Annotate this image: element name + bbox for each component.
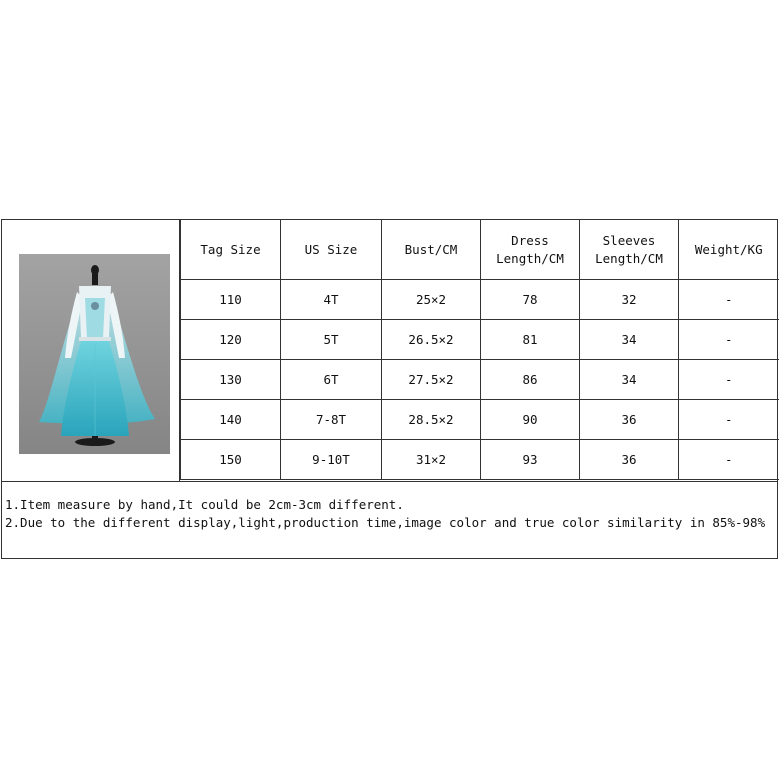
size-table [180, 220, 779, 480]
header-tag-size: Tag Size [181, 220, 281, 280]
table-cell: - [679, 360, 779, 400]
header-bust: Bust/CM [382, 220, 481, 280]
table-cell: 9-10T [281, 440, 382, 480]
table-cell: 140 [181, 400, 281, 440]
table-cell: - [679, 320, 779, 360]
table-cell: 5T [281, 320, 382, 360]
table-cell: 26.5×2 [382, 320, 481, 360]
table-cell: 31×2 [382, 440, 481, 480]
table-cell: 27.5×2 [382, 360, 481, 400]
table-cell: 7-8T [281, 400, 382, 440]
size-chart-sheet [1, 219, 778, 559]
dress-illustration [19, 254, 170, 454]
table-cell: 93 [481, 440, 580, 480]
table-row [181, 400, 779, 440]
table-cell: 36 [580, 440, 679, 480]
table-cell: 78 [481, 280, 580, 320]
table-row [181, 440, 779, 480]
header-sleeves-length: Sleeves Length/CM [580, 220, 679, 280]
table-cell: 81 [481, 320, 580, 360]
table-cell: - [679, 280, 779, 320]
table-cell: - [679, 440, 779, 480]
header-us-size: US Size [281, 220, 382, 280]
table-row [181, 320, 779, 360]
table-cell: 130 [181, 360, 281, 400]
table-cell: 28.5×2 [382, 400, 481, 440]
table-cell: 34 [580, 320, 679, 360]
note-color: 2.Due to the different display,light,production time,image color and true color similarity in 85%-98% [5, 515, 766, 530]
product-photo [19, 254, 170, 454]
header-dress-length: Dress Length/CM [481, 220, 580, 280]
table-header-row [181, 220, 779, 280]
product-photo-cell [2, 220, 180, 481]
table-cell: 150 [181, 440, 281, 480]
table-cell: 120 [181, 320, 281, 360]
table-cell: 36 [580, 400, 679, 440]
table-cell: 32 [580, 280, 679, 320]
table-cell: 86 [481, 360, 580, 400]
notes-section [2, 481, 777, 558]
table-cell: 6T [281, 360, 382, 400]
table-cell: 4T [281, 280, 382, 320]
table-cell: 34 [580, 360, 679, 400]
table-cell: 90 [481, 400, 580, 440]
header-weight: Weight/KG [679, 220, 779, 280]
table-row [181, 360, 779, 400]
table-cell: - [679, 400, 779, 440]
note-measure: 1.Item measure by hand,It could be 2cm-3cm different. [5, 497, 404, 512]
table-cell: 25×2 [382, 280, 481, 320]
table-cell: 110 [181, 280, 281, 320]
table-row [181, 280, 779, 320]
